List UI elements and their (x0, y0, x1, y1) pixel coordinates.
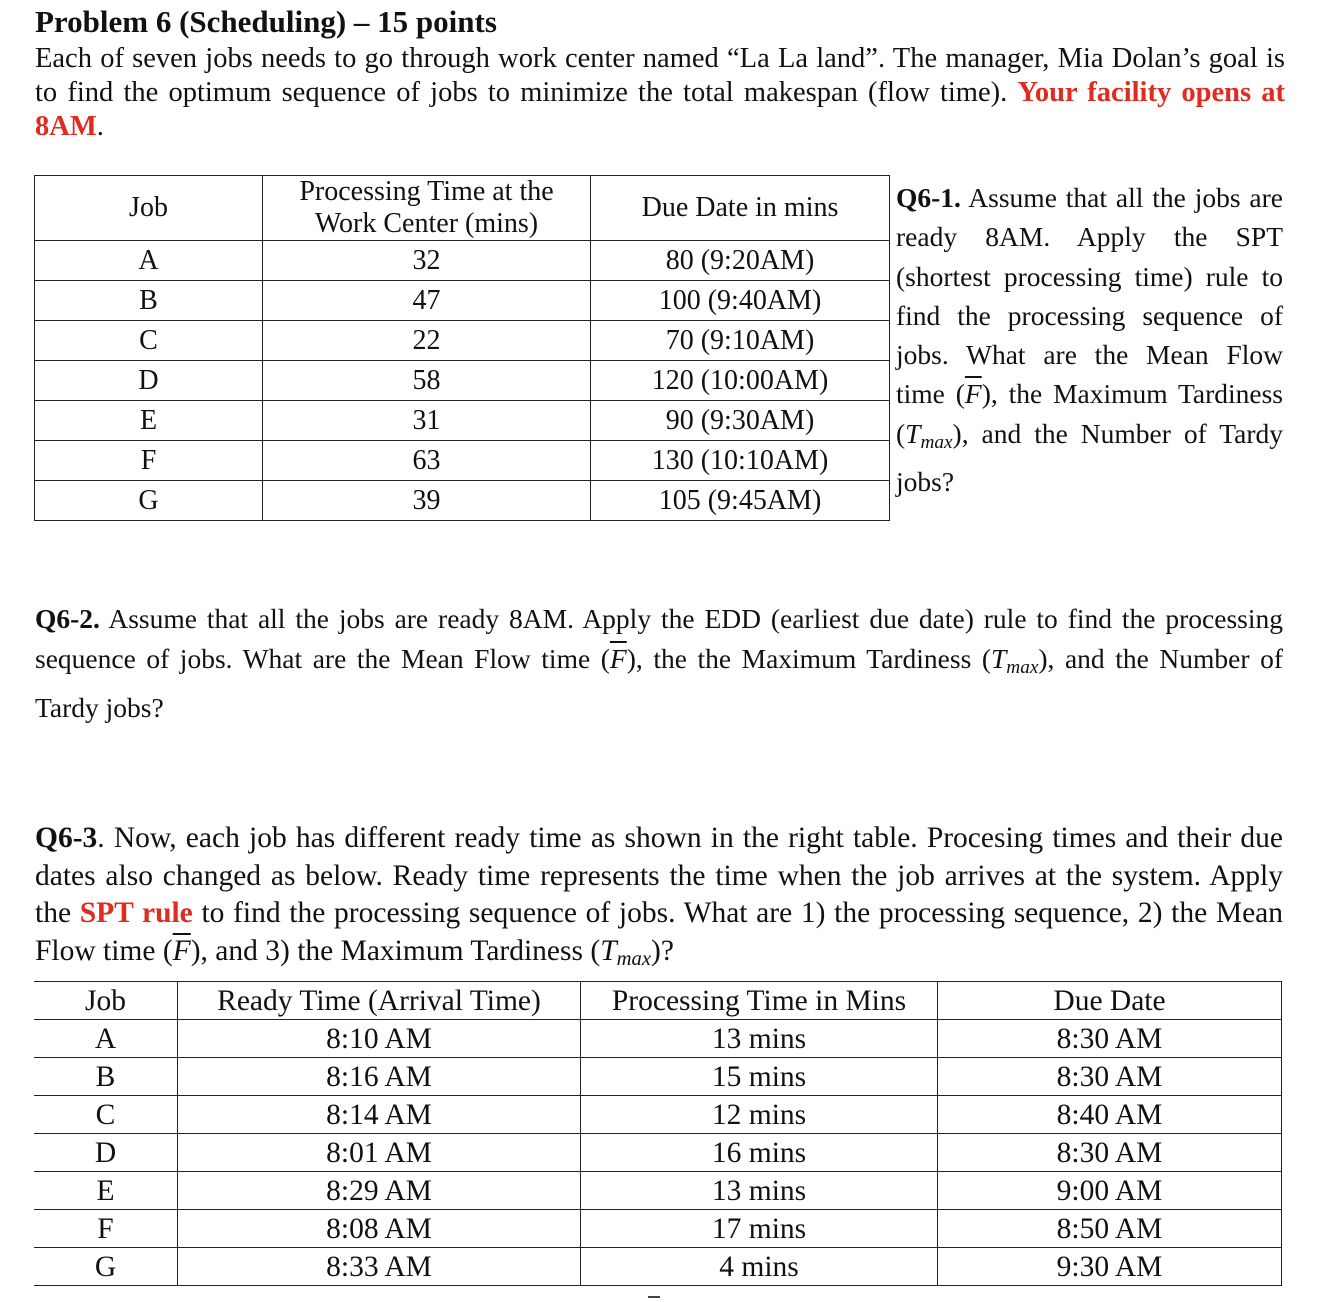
processing-time-cell: 39 (263, 481, 591, 521)
q63-text: . Now, each job has different ready time as shown in the right table. Procesing times and their due dates also changed as below. Ready time represents the time when the job arrives at the system. Apply the (35, 822, 1283, 929)
processing-time-cell: 22 (263, 321, 591, 361)
job-cell: E (34, 1172, 178, 1210)
header-processing-time: Processing Time at the Work Center (mins) (263, 176, 591, 241)
header-job: Job (35, 176, 263, 241)
processing-time-cell: 13 mins (581, 1172, 938, 1210)
mean-flow-symbol: $\overline{F}$ (609, 643, 627, 674)
question-6-2 (35, 599, 1283, 728)
header-due-date: Due Date (938, 982, 1282, 1020)
processing-time-cell: 13 mins (581, 1020, 938, 1058)
processing-time-cell: 32 (263, 241, 591, 281)
header-processing-time: Processing Time in Mins (581, 982, 938, 1020)
q63-text: to find the processing sequence of jobs. What are 1) the processing sequence, 2) the Mean Flow time ( (35, 897, 1284, 967)
job-cell: C (35, 321, 263, 361)
table-row (35, 241, 890, 281)
tmax-symbol: T (991, 643, 1007, 674)
ready-time-cell: 8:16 AM (178, 1058, 581, 1096)
spt-rule-highlight: SPT rule (79, 897, 193, 929)
tmax-subscript: max (616, 947, 652, 970)
due-date-cell: 105 (9:45AM) (591, 481, 890, 521)
job-cell: C (34, 1096, 178, 1134)
due-date-cell: 8:30 AM (938, 1020, 1282, 1058)
facility-opens-note: Your facility opens at 8AM (35, 77, 1286, 142)
tmax-symbol: T (600, 934, 617, 967)
tmax-subscript: max (920, 431, 953, 453)
q62-label: Q6-2. (35, 603, 100, 634)
processing-time-cell: 31 (263, 401, 591, 441)
table-row (34, 1096, 1282, 1134)
processing-time-cell: 15 mins (581, 1058, 938, 1096)
q61-text: Assume that all the jobs are ready 8AM. Apply the SPT (shortest processing time) rule to find the processing sequence of jobs. What are the Mean Flow time ( (896, 182, 1283, 410)
table-row (35, 401, 890, 441)
q62-text: ), and the Number of Tardy jobs? (35, 643, 1283, 723)
table-row (35, 361, 890, 401)
due-date-cell: 70 (9:10AM) (591, 321, 890, 361)
due-date-cell: 100 (9:40AM) (591, 281, 890, 321)
table-row (35, 281, 890, 321)
due-date-cell: 8:40 AM (938, 1096, 1282, 1134)
mean-flow-symbol: $\overline{F}$ (172, 934, 191, 967)
intro-text: Each of seven jobs needs to go through work center named “La La land”. The manager, Mia Dolan’s goal is to find the optimum sequence of jobs to minimize the total makespan (flow time). (35, 43, 1285, 108)
due-date-cell: 9:00 AM (938, 1172, 1282, 1210)
job-cell: G (35, 481, 263, 521)
ready-time-cell: 8:10 AM (178, 1020, 581, 1058)
due-date-cell: 8:30 AM (938, 1134, 1282, 1172)
table-row (35, 481, 890, 521)
tmax-subscript: max (1006, 657, 1039, 678)
q63-text: )? (651, 934, 674, 967)
processing-time-cell: 4 mins (581, 1248, 938, 1286)
table-row (34, 1134, 1282, 1172)
table-row (34, 1248, 1282, 1286)
problem-title: Problem 6 (Scheduling) – 15 points (35, 4, 497, 39)
table-row (34, 1020, 1282, 1058)
ready-time-cell: 8:33 AM (178, 1248, 581, 1286)
tmax-symbol: T (905, 417, 921, 449)
mean-flow-symbol: $\overline{F}$ (964, 378, 982, 410)
ready-time-cell: 8:01 AM (178, 1134, 581, 1172)
due-date-cell: 130 (10:10AM) (591, 441, 890, 481)
job-cell: G (34, 1248, 178, 1286)
q63-label: Q6-3 (35, 822, 98, 854)
jobs-table (34, 175, 890, 521)
header-due-date: Due Date in mins (591, 176, 890, 241)
ready-time-table (34, 981, 1282, 1286)
question-6-3 (35, 820, 1283, 978)
q62-text: Assume that all the jobs are ready 8AM. Apply the EDD (earliest due date) rule to find the processing sequence of jobs. What are the Mean Flow time ( (35, 603, 1283, 674)
job-cell: A (35, 241, 263, 281)
ready-time-cell: 8:14 AM (178, 1096, 581, 1134)
table-row (34, 1058, 1282, 1096)
header-job: Job (34, 982, 178, 1020)
q61-text: ), the Maximum Tardiness ( (896, 378, 1283, 449)
job-cell: F (34, 1210, 178, 1248)
processing-time-cell: 47 (263, 281, 591, 321)
table-row (35, 321, 890, 361)
job-cell: D (34, 1134, 178, 1172)
processing-time-cell: 17 mins (581, 1210, 938, 1248)
table-row (34, 1172, 1282, 1210)
table-header-row (34, 982, 1282, 1020)
q61-label: Q6-1. (896, 182, 961, 213)
table-row (34, 1210, 1282, 1248)
ready-time-cell: 8:29 AM (178, 1172, 581, 1210)
due-date-cell: 120 (10:00AM) (591, 361, 890, 401)
q62-text: ), the the Maximum Tardiness ( (626, 643, 991, 674)
job-cell: B (35, 281, 263, 321)
header-ready-time: Ready Time (Arrival Time) (178, 982, 581, 1020)
q61-text: ), and the Number of Tardy jobs? (896, 417, 1283, 498)
job-cell: A (34, 1020, 178, 1058)
job-cell: D (35, 361, 263, 401)
due-date-cell: 90 (9:30AM) (591, 401, 890, 441)
due-date-cell: 9:30 AM (938, 1248, 1282, 1286)
intro-paragraph (35, 42, 1285, 144)
ready-time-cell: 8:08 AM (178, 1210, 581, 1248)
due-date-cell: 8:30 AM (938, 1058, 1282, 1096)
table-header-row (35, 176, 890, 241)
job-cell: B (34, 1058, 178, 1096)
intro-end: . (96, 111, 104, 142)
q63-text: ), and 3) the Maximum Tardiness ( (190, 934, 601, 967)
processing-time-cell: 63 (263, 441, 591, 481)
table-row (35, 441, 890, 481)
processing-time-cell: 58 (263, 361, 591, 401)
page-edge-mark (648, 1296, 660, 1298)
due-date-cell: 80 (9:20AM) (591, 241, 890, 281)
job-cell: E (35, 401, 263, 441)
question-6-1 (896, 178, 1283, 501)
due-date-cell: 8:50 AM (938, 1210, 1282, 1248)
processing-time-cell: 16 mins (581, 1134, 938, 1172)
processing-time-cell: 12 mins (581, 1096, 938, 1134)
job-cell: F (35, 441, 263, 481)
